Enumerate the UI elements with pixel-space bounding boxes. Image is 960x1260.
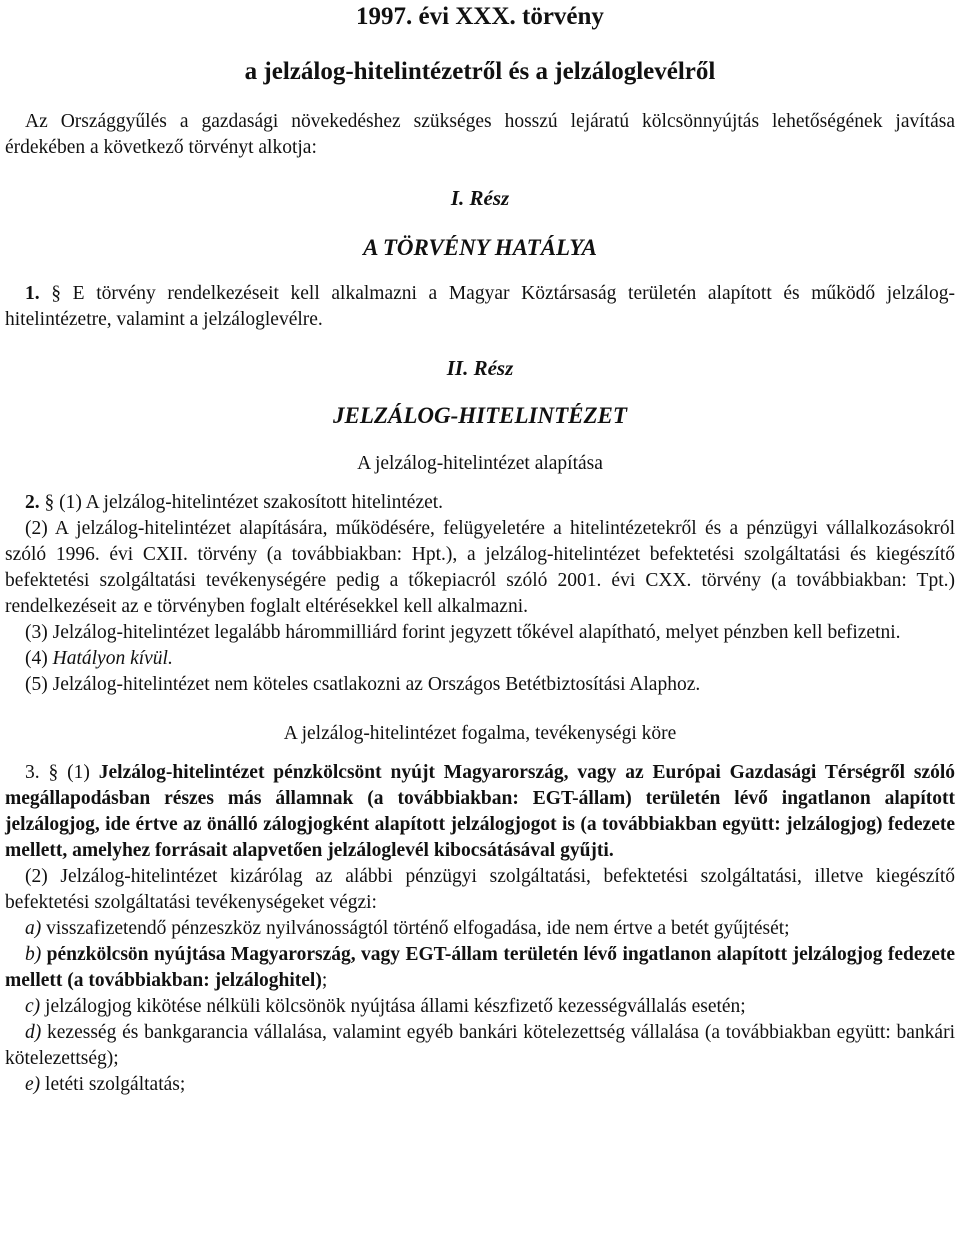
section-1 bbox=[5, 281, 955, 333]
part-1-title: A TÖRVÉNY HATÁLYA bbox=[363, 235, 597, 260]
list-item-b-label: b) bbox=[25, 944, 42, 965]
paragraph-sign: § bbox=[51, 283, 62, 304]
list-item-c bbox=[5, 994, 955, 1020]
subheading-founding: A jelzálog-hitelintézet alapítása bbox=[357, 453, 603, 474]
section-2-para-4-text: Hatályon kívül. bbox=[52, 648, 173, 669]
paragraph-sign: § bbox=[48, 762, 59, 783]
section-2-para-5: (5) Jelzálog-hitelintézet nem köteles csatlakozni az Országos Betétbiztosítási Alaphoz. bbox=[25, 674, 701, 695]
section-2-para-1 bbox=[5, 490, 955, 516]
list-item-d-label: d) bbox=[25, 1022, 42, 1043]
list-item-e-text: letéti szolgáltatás; bbox=[45, 1074, 186, 1095]
section-3-para-1-prefix: (1) bbox=[67, 762, 90, 783]
section-2-para-2: (2) A jelzálog-hitelintézet alapítására, működésére, felügyeletére a hitelintézetekről és a pénzügyi vállalkozásokról szóló 1996. évi CXII. törvény (a továbbiakban: Hpt.), a jelzálog-hitelintézet befektetési szolgáltatási és kiegészítő befektetési szolgáltatási tevékenységére pedig a tőkepiacról szóló 2001. évi CXX. törvény (a továbbiakban: Tpt.) rendelkezéseit az e törvényben foglalt eltérésekkel kell alkalmazni. bbox=[5, 518, 955, 617]
subheading-definition: A jelzálog-hitelintézet fogalma, tevékenységi köre bbox=[283, 723, 677, 744]
list-item-e bbox=[5, 1072, 955, 1098]
list-item-d bbox=[5, 1020, 955, 1072]
law-subtitle: a jelzálog-hitelintézetről és a jelzáloglevélről bbox=[244, 58, 716, 85]
list-item-b-end: ; bbox=[321, 970, 328, 991]
list-item-c-text: jelzálogjog kikötése nélküli kölcsönök nyújtása állami készfizető kezességvállalás esetén; bbox=[45, 996, 746, 1017]
section-3-para-1 bbox=[5, 760, 955, 864]
list-item-a-text: visszafizetendő pénzeszköz nyilvánosságtól történő elfogadása, ide nem értve a betét gyűjtését; bbox=[46, 918, 790, 939]
section-3-number: 3. bbox=[25, 762, 40, 783]
list-item-b bbox=[5, 942, 955, 994]
section-3-para-1-text: Jelzálog-hitelintézet pénzkölcsönt nyújt Magyarország, vagy az Európai Gazdasági Térségről szóló megállapodásban részes más államnak (a továbbiakban: EGT-állam) területén lévő ingatlanon alapított jelzálogjog, ide értve az önálló zálogjogként alapított jelzálogjogot is (a továbbiakban együtt: jelzálogjog) fedezete mellett, amelyhez forrásait alapvetően jelzáloglevél kibocsátásával gyűjti. bbox=[5, 762, 956, 861]
section-2-para-3: (3) Jelzálog-hitelintézet legalább hárommilliárd forint jegyzett tőkével alapítható, melyet pénzben kell befizetni. bbox=[25, 622, 901, 643]
part-1-label: I. Rész bbox=[450, 186, 510, 210]
law-title: 1997. évi XXX. törvény bbox=[356, 3, 604, 30]
preamble: Az Országgyűlés a gazdasági növekedéshez szükséges hosszú lejáratú kölcsönnyújtás lehetőségének javítása érdekében a következő törvényt alkotja: bbox=[5, 111, 955, 158]
section-2-para-1-text: (1) A jelzálog-hitelintézet szakosított hitelintézet. bbox=[59, 492, 444, 513]
section-1-number: 1. bbox=[25, 283, 40, 304]
list-item-e-label: e) bbox=[25, 1074, 41, 1095]
list-item-c-label: c) bbox=[25, 996, 41, 1017]
list-item-a-label: a) bbox=[25, 918, 42, 939]
part-2-title: JELZÁLOG-HITELINTÉZET bbox=[333, 403, 627, 428]
section-3-para-2: (2) Jelzálog-hitelintézet kizárólag az alábbi pénzügyi szolgáltatási, befektetési szolgáltatási, illetve kiegészítő befektetési szolgáltatási tevékenységeket végzi: bbox=[5, 866, 955, 913]
section-2-para-4 bbox=[5, 646, 955, 672]
list-item-a bbox=[5, 916, 955, 942]
list-item-d-text: kezesség és bankgarancia vállalása, valamint egyéb bankári kötelezettség vállalása (a továbbiakban együtt: bankári kötelezettség); bbox=[5, 1022, 956, 1069]
paragraph-sign: § bbox=[44, 492, 55, 513]
list-item-b-text: pénzkölcsön nyújtása Magyarország, vagy EGT-állam területén lévő ingatlanon alapított jelzálogjog fedezete mellett (a továbbiakban: jelzáloghitel) bbox=[5, 944, 955, 991]
part-2-label: II. Rész bbox=[446, 356, 514, 380]
section-1-text: E törvény rendelkezéseit kell alkalmazni a Magyar Köztársaság területén alapított és működő jelzálog-hitelintézetre, valamint a jelzáloglevélre. bbox=[5, 283, 956, 330]
section-2-number: 2. bbox=[25, 492, 40, 513]
section-2-para-4-prefix: (4) bbox=[25, 648, 48, 669]
document-page bbox=[5, 0, 955, 1098]
